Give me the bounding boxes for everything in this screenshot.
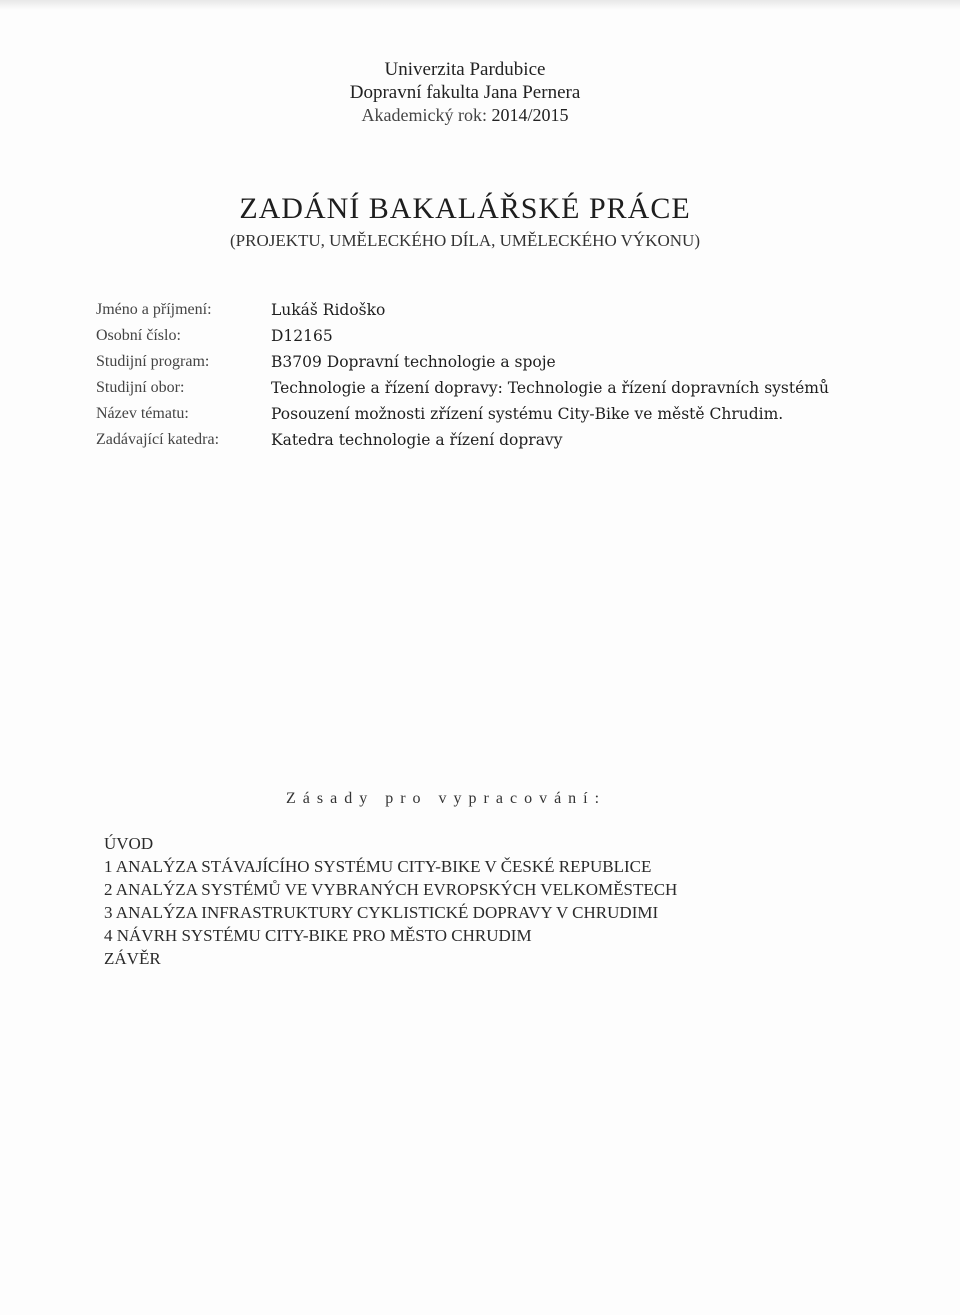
info-value: Katedra technologie a řízení dopravy <box>271 431 563 449</box>
document-subtitle: (PROJEKTU, UMĚLECKÉHO DÍLA, UMĚLECKÉHO VÝKONU) <box>230 231 700 250</box>
principles-heading: Zásady pro vypracování: <box>286 790 607 807</box>
academic-year-value: 2014/2015 <box>491 105 569 125</box>
info-label: Studijní obor: <box>96 379 185 396</box>
info-label: Osobní číslo: <box>96 327 181 344</box>
contents-list <box>104 832 824 970</box>
contents-item: ÚVOD <box>104 834 154 853</box>
info-row-personal-number <box>96 324 856 348</box>
contents-item: 2 ANALÝZA SYSTÉMŮ VE VYBRANÝCH EVROPSKÝCH VELKOMĚSTECH <box>104 880 678 899</box>
contents-item: ZÁVĚR <box>104 949 161 968</box>
info-label: Jméno a příjmení: <box>96 301 212 318</box>
contents-item: 3 ANALÝZA INFRASTRUKTURY CYKLISTICKÉ DOPRAVY V CHRUDIMI <box>104 903 659 922</box>
info-value: Technologie a řízení dopravy: Technologie a řízení dopravních systémů <box>271 379 829 397</box>
academic-year <box>0 104 930 127</box>
faculty-name: Dopravní fakulta Jana Pernera <box>349 82 581 103</box>
info-label: Studijní program: <box>96 353 210 370</box>
academic-year-label: Akademický rok: <box>361 105 487 125</box>
info-value: B3709 Dopravní technologie a spoje <box>271 353 556 371</box>
student-info <box>96 298 856 454</box>
document-title: ZADÁNÍ BAKALÁŘSKÉ PRÁCE <box>239 192 691 225</box>
info-label: Zadávající katedra: <box>96 431 220 448</box>
contents-item: 1 ANALÝZA STÁVAJÍCÍHO SYSTÉMU CITY-BIKE V ČESKÉ REPUBLICE <box>104 857 652 876</box>
info-row-department <box>96 428 856 452</box>
info-value: Lukáš Ridoško <box>271 301 386 319</box>
info-row-name <box>96 298 856 322</box>
info-value: Posouzení možnosti zřízení systému City-Bike ve městě Chrudim. <box>271 405 784 423</box>
university-name: Univerzita Pardubice <box>384 59 546 80</box>
info-value: D12165 <box>271 327 333 345</box>
info-row-study-program <box>96 350 856 374</box>
info-label: Název tématu: <box>96 405 189 422</box>
info-row-topic <box>96 402 856 426</box>
info-row-field <box>96 376 856 400</box>
contents-item: 4 NÁVRH SYSTÉMU CITY-BIKE PRO MĚSTO CHRUDIM <box>104 926 532 945</box>
document-header <box>0 58 930 127</box>
scan-edge <box>0 0 960 10</box>
